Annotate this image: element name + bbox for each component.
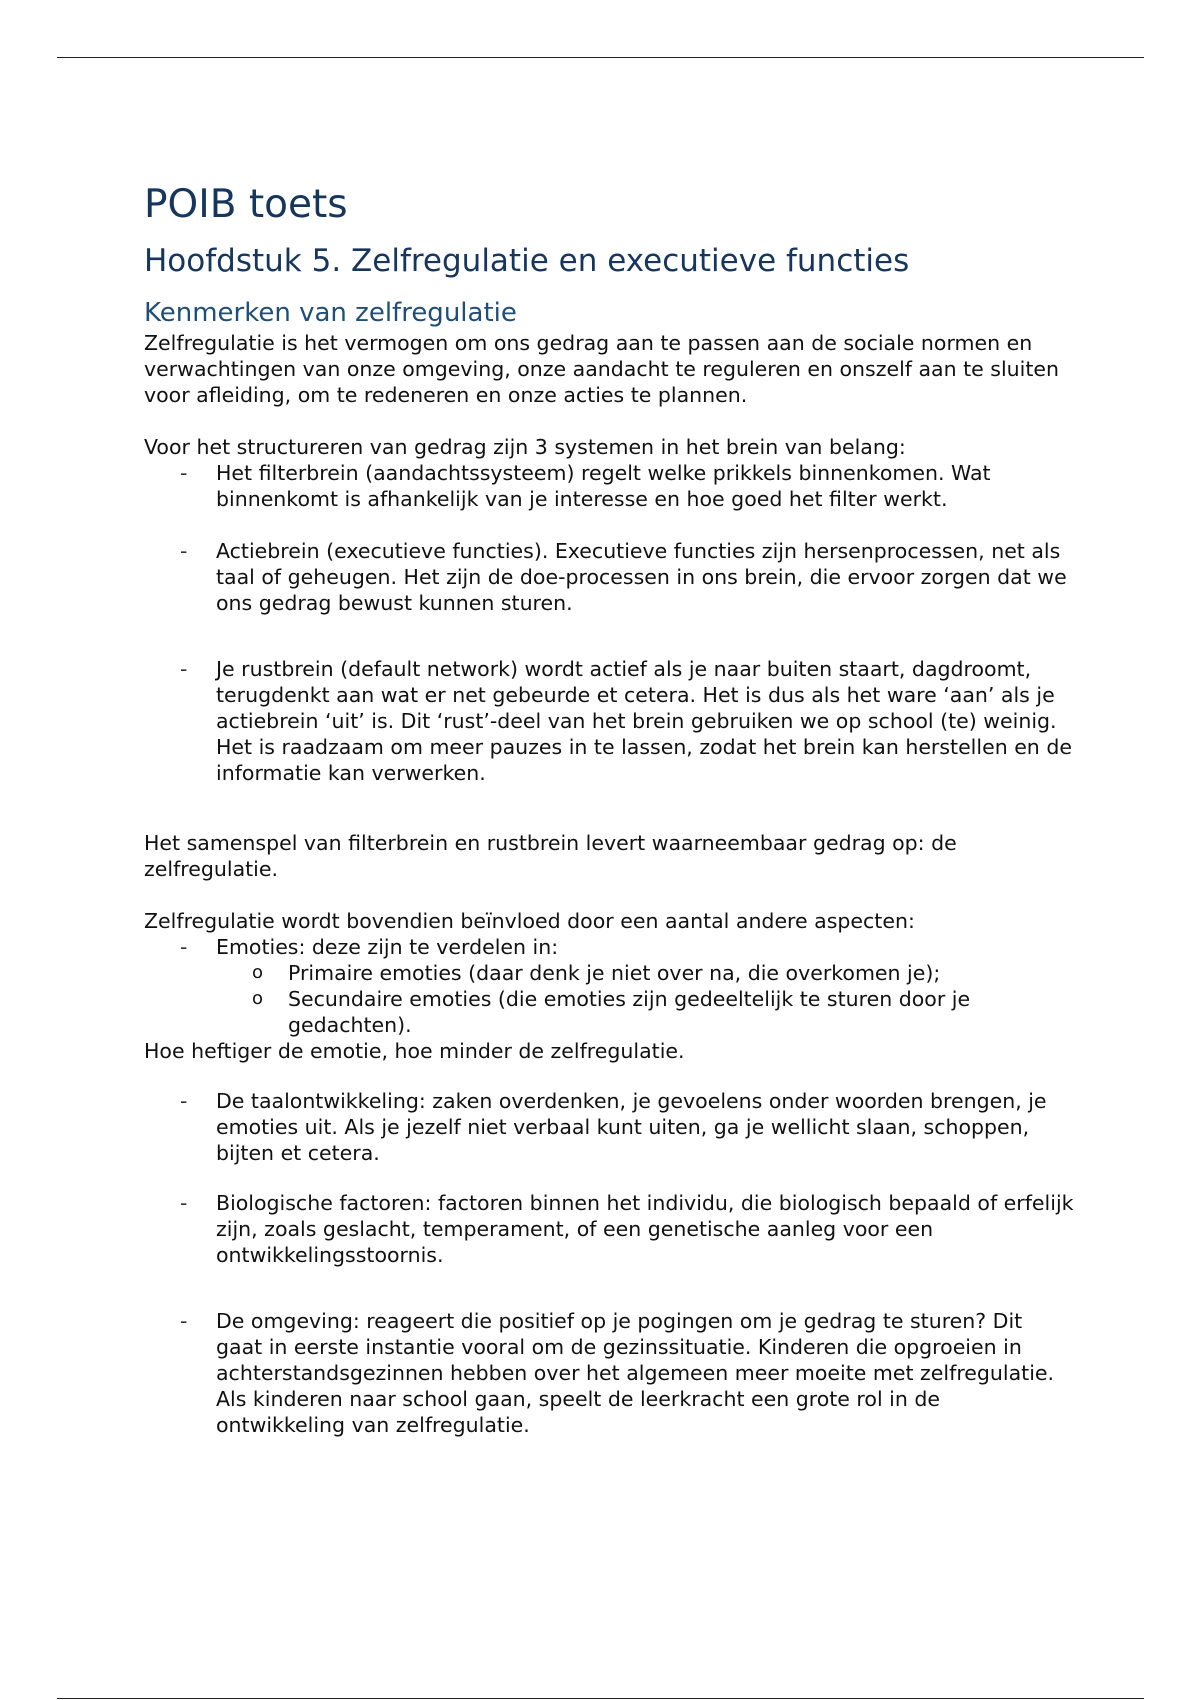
systems-list xyxy=(144,460,1074,786)
list-item xyxy=(216,986,1074,1038)
top-rule xyxy=(57,57,1144,58)
dash-marker: - xyxy=(180,1309,188,1333)
chapter-heading: Hoofdstuk 5. Zelfregulatie en executieve functies xyxy=(144,243,910,279)
systems-intro: Voor het structureren van gedrag zijn 3 systemen in het brein van belang: xyxy=(144,435,906,459)
aspects-list xyxy=(144,934,1074,1038)
system-actiebrein: Actiebrein (executieve functies). Executieve functies zijn hersenprocessen, net als taal of geheugen. Het zijn de doe-processen in ons brein, die ervoor zorgen dat we ons gedrag bewust kunnen sturen. xyxy=(216,539,1067,615)
emotion-primary: Primaire emoties (daar denk je niet over na, die overkomen je); xyxy=(288,961,941,985)
bottom-rule xyxy=(57,1698,1144,1699)
emotion-note: Hoe heftiger de emotie, hoe minder de zelfregulatie. xyxy=(144,1039,685,1063)
dash-marker: - xyxy=(180,1191,188,1215)
aspect-biologische-factoren: Biologische factoren: factoren binnen het individu, die biologisch bepaald of erfelijk zijn, zoals geslacht, temperament, of een genetische aanleg voor een ontwikkelingsstoornis. xyxy=(216,1191,1074,1267)
list-item xyxy=(144,1190,1074,1268)
system-filterbrein: Het filterbrein (aandachtssysteem) regelt welke prikkels binnenkomen. Wat binnenkomt is afhankelijk van je interesse en hoe goed het filter werkt. xyxy=(216,461,991,511)
aspect-taalontwikkeling: De taalontwikkeling: zaken overdenken, je gevoelens onder woorden brengen, je emoties uit. Als je jezelf niet verbaal kunt uiten, ga je wellicht slaan, schoppen, bijten et cetera. xyxy=(216,1089,1047,1165)
dash-marker: - xyxy=(180,461,188,485)
list-item xyxy=(144,538,1074,616)
aspects-list-continued xyxy=(144,1088,1074,1438)
document-title: POIB toets xyxy=(144,182,348,227)
list-item xyxy=(144,934,1074,1038)
list-item xyxy=(144,1308,1074,1438)
dash-marker: - xyxy=(180,935,188,959)
dash-marker: - xyxy=(180,657,188,681)
circle-marker: o xyxy=(252,962,264,983)
emotion-types-list xyxy=(216,960,1074,1038)
interplay-paragraph: Het samenspel van filterbrein en rustbrein levert waarneembaar gedrag op: de zelfregulatie. xyxy=(144,831,957,881)
dash-marker: - xyxy=(180,1089,188,1113)
list-item xyxy=(144,1088,1074,1166)
circle-marker: o xyxy=(252,988,264,1009)
document-body xyxy=(144,170,1074,1438)
list-item xyxy=(216,960,1074,986)
system-rustbrein: Je rustbrein (default network) wordt actief als je naar buiten staart, dagdroomt, terugdenkt aan wat er net gebeurde et cetera. Het is dus als het ware ‘aan’ als je actiebrein ‘uit’ is. Dit ‘rust’-deel van het brein gebruiken we op school (te) weinig. Het is raadzaam om meer pauzes in te lassen, zodat het brein kan herstellen en de informatie kan verwerken. xyxy=(216,657,1072,785)
section-heading: Kenmerken van zelfregulatie xyxy=(144,298,517,328)
intro-paragraph: Zelfregulatie is het vermogen om ons gedrag aan te passen aan de sociale normen en verwachtingen van onze omgeving, onze aandacht te reguleren en onszelf aan te sluiten voor afleiding, om te redeneren en onze acties te plannen. xyxy=(144,331,1060,407)
aspect-omgeving: De omgeving: reageert die positief op je pogingen om je gedrag te sturen? Dit gaat in eerste instantie vooral om de gezinssituatie. Kinderen die opgroeien in achterstandsgezinnen hebben over het algemeen meer moeite met zelfregulatie. Als kinderen naar school gaan, speelt de leerkracht een grote rol in de ontwikkeling van zelfregulatie. xyxy=(216,1309,1055,1437)
emotion-secondary: Secundaire emoties (die emoties zijn gedeeltelijk te sturen door je gedachten). xyxy=(288,987,971,1037)
dash-marker: - xyxy=(180,539,188,563)
list-item xyxy=(144,460,1074,512)
aspects-intro: Zelfregulatie wordt bovendien beïnvloed door een aantal andere aspecten: xyxy=(144,909,915,933)
list-item xyxy=(144,656,1074,786)
emotions-label: Emoties: deze zijn te verdelen in: xyxy=(216,935,559,959)
